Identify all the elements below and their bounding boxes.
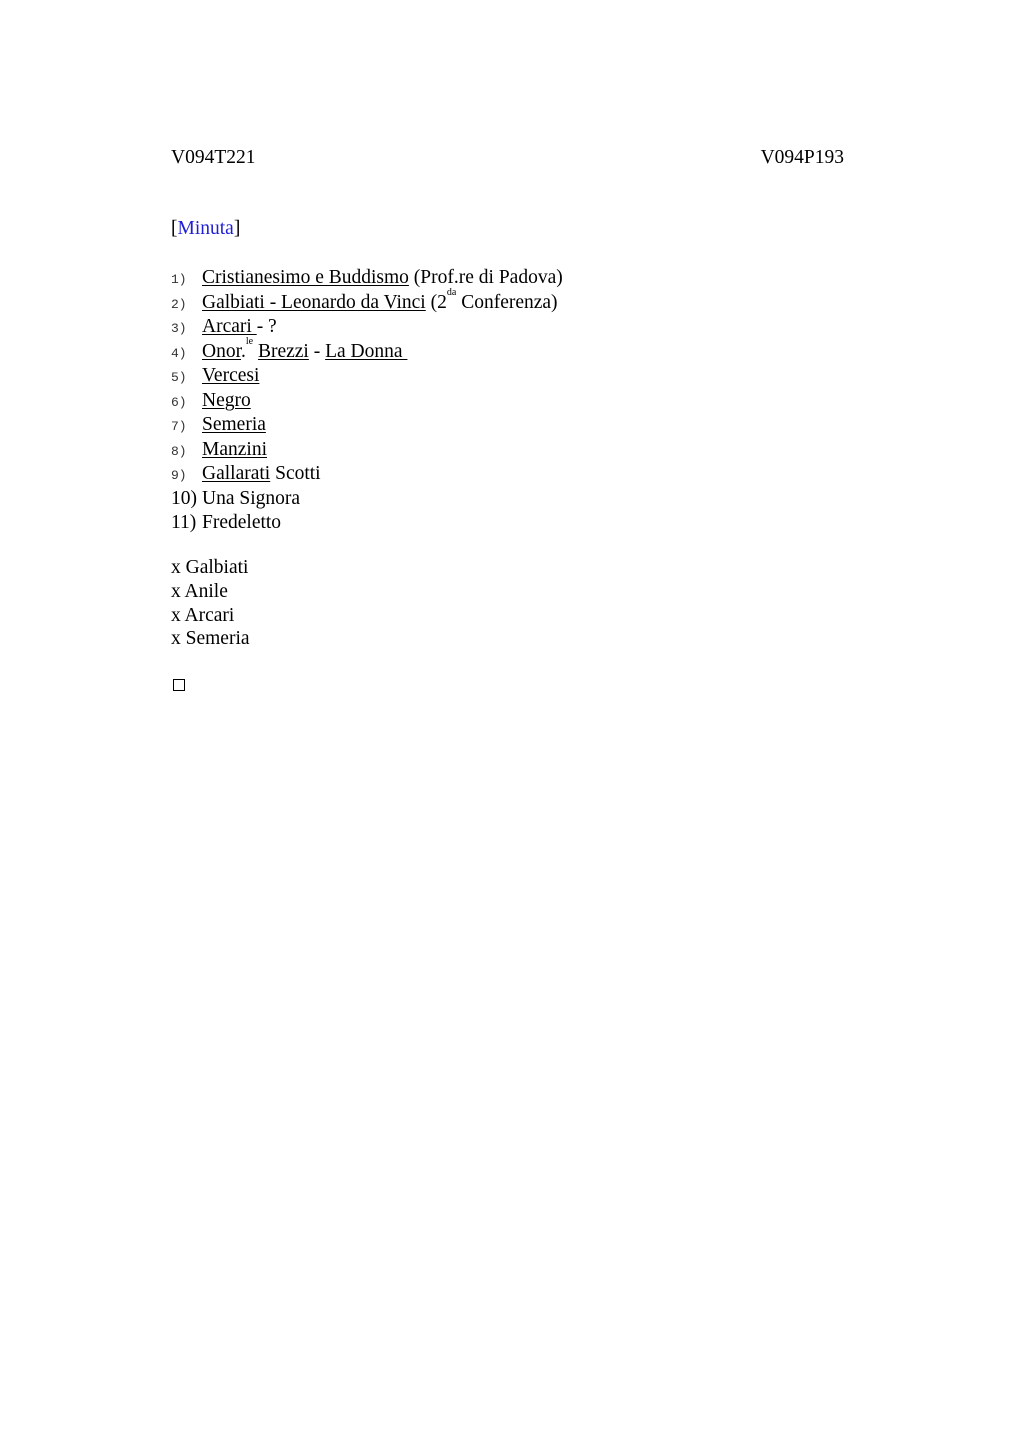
- list-number: 2): [171, 296, 187, 312]
- item-dot: .: [241, 340, 246, 362]
- list-number: 3): [171, 321, 187, 336]
- list-number: 1): [171, 272, 187, 287]
- item-title: Semeria: [202, 414, 266, 435]
- list-item: [171, 286, 563, 316]
- item-title: Onor: [202, 340, 241, 362]
- item-title: Negro: [202, 389, 251, 411]
- marked-item: x Semeria: [171, 628, 250, 650]
- list-item: [171, 438, 563, 463]
- close-bracket: ]: [233, 218, 241, 239]
- item-superscript: da: [446, 286, 457, 298]
- marked-item: x Anile: [171, 580, 228, 602]
- item-detail: - ?: [256, 316, 277, 337]
- item-title: Cristianesimo e Buddismo: [202, 267, 409, 288]
- list-item: [171, 487, 563, 512]
- list-number: 7): [171, 419, 187, 434]
- list-number: 10): [171, 487, 197, 509]
- item-detail: Conferenza): [456, 291, 558, 313]
- empty-checkbox[interactable]: [173, 679, 185, 691]
- page-header: [171, 146, 844, 170]
- document-page: [171, 146, 844, 650]
- numbered-list: [171, 266, 563, 536]
- document-code-right: V094P193: [760, 147, 844, 168]
- item-superscript: le: [245, 335, 254, 347]
- item-title: Gallarati: [202, 463, 271, 484]
- list-item: [171, 389, 563, 414]
- list-number: 11): [171, 512, 197, 533]
- item-title: Vercesi: [202, 365, 260, 386]
- item-text: Fredeletto: [202, 512, 282, 533]
- list-number: 4): [171, 345, 187, 361]
- item-separator: -: [308, 340, 326, 362]
- item-detail: (2: [425, 291, 447, 313]
- marked-item: x Arcari: [171, 604, 235, 626]
- marked-list: [171, 556, 250, 651]
- item-title-3: La Donna: [325, 340, 408, 362]
- marked-item: x Galbiati: [171, 557, 249, 578]
- item-title-2: Brezzi: [257, 340, 309, 362]
- minuta-label: [171, 217, 240, 241]
- list-item: [171, 335, 563, 365]
- list-number: 9): [171, 468, 187, 483]
- item-title: Galbiati - Leonardo da Vinci: [202, 291, 426, 313]
- item-title: Arcari: [202, 316, 257, 337]
- document-code-left: V094T221: [171, 147, 256, 168]
- list-item: [171, 364, 563, 389]
- item-text: Una Signora: [202, 487, 301, 509]
- list-item: [171, 266, 563, 291]
- list-item: [171, 413, 563, 438]
- list-item: [171, 315, 563, 340]
- list-number: 5): [171, 370, 187, 385]
- list-item: [171, 511, 563, 536]
- item-detail: (Prof.re di Padova): [408, 267, 563, 288]
- list-item: [171, 462, 563, 487]
- list-number: 8): [171, 443, 187, 459]
- item-detail: Scotti: [270, 463, 321, 484]
- open-bracket: [: [171, 218, 178, 239]
- item-title: Manzini: [202, 438, 267, 460]
- minuta-link[interactable]: Minuta: [177, 218, 234, 239]
- list-number: 6): [171, 394, 187, 410]
